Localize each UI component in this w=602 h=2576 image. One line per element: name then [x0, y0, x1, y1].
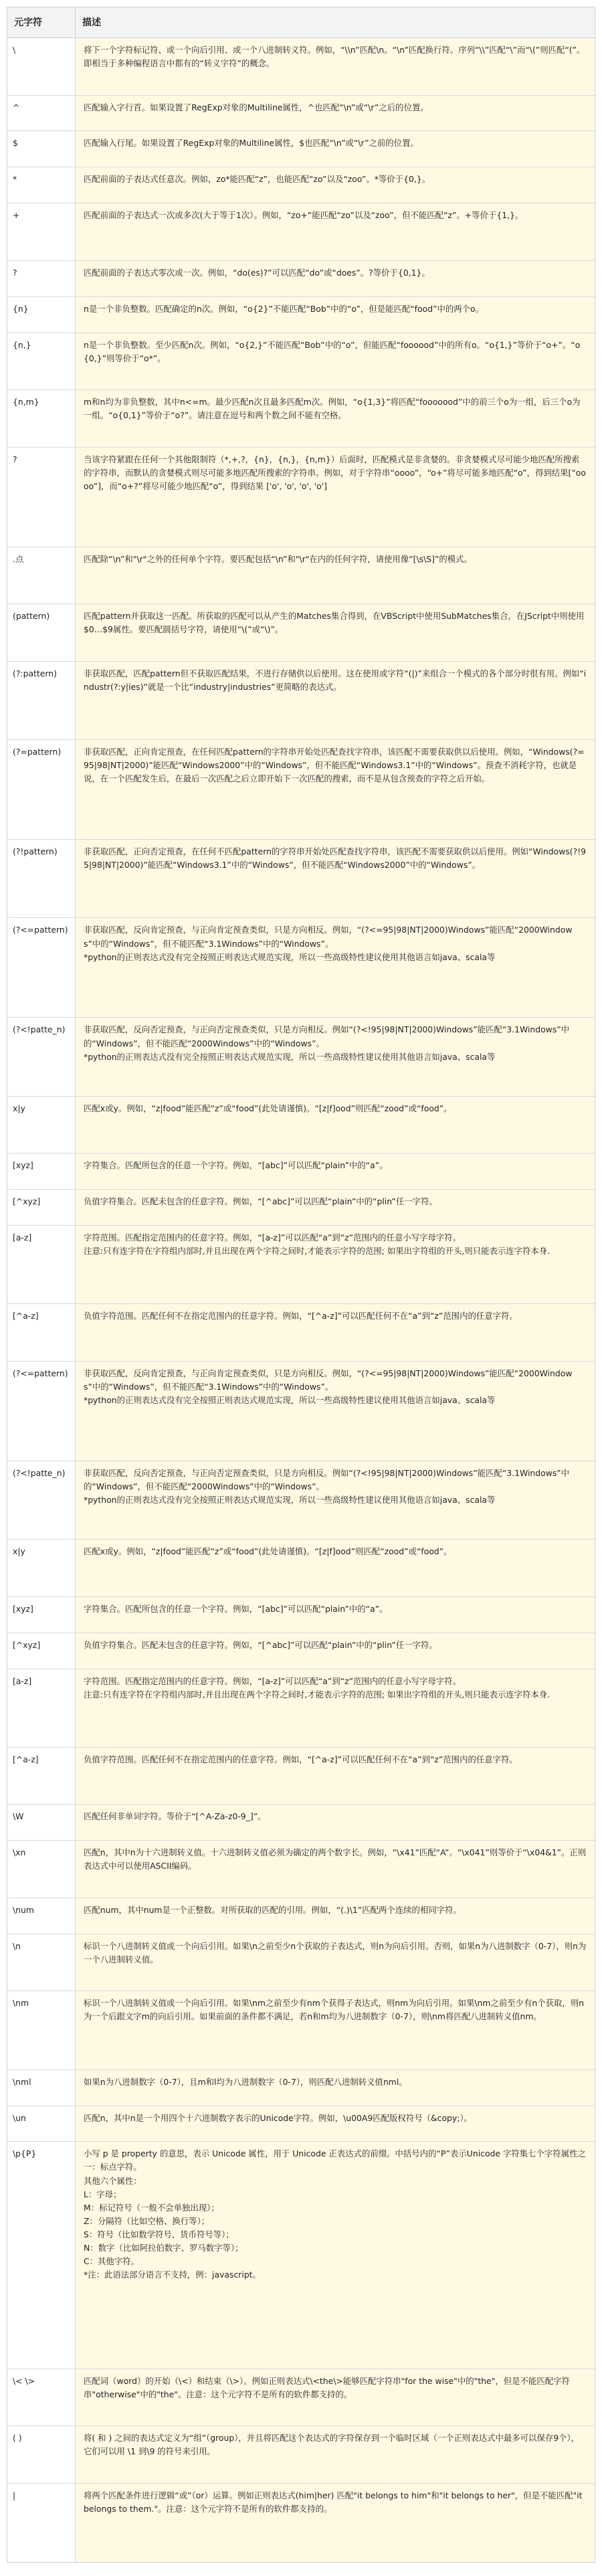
metachar-cell: (?:pattern)	[7, 662, 76, 740]
metachar-cell: \nm	[7, 1991, 76, 2069]
metachar-cell: {n,}	[7, 333, 76, 391]
description-cell	[76, 167, 595, 203]
metachar-cell: \num	[7, 1898, 76, 1934]
description-cell	[76, 840, 595, 918]
description-line: *python的正则表达式没有完全按照正则表达式规范实现，所以一些高级特性建议使用其他语言如java、scala等	[84, 951, 496, 962]
description-line: *python的正则表达式没有完全按照正则表达式规范实现，所以一些高级特性建议使用其他语言如java、scala等	[84, 1051, 496, 1062]
description-cell	[76, 918, 595, 1018]
metachar-cell: (?<=pattern)	[7, 918, 76, 1018]
metachar-cell: \< \>	[7, 2369, 76, 2427]
description-cell	[76, 2484, 595, 2562]
description-line: 匹配前面的子表达式一次或多次(大于等于1次）。例如，“zo+”能匹配“zo”以及“zoo”，但不能匹配“z”。+等价于{1,}。	[84, 210, 524, 221]
description-line: 将( 和 ) 之间的表达式定义为“组”（group），并且将匹配这个表达式的字符保存到一个临时区域（一个正则表达式中最多可以保存9个），它们可以用 \1 到\9 的符号来引用。	[84, 2433, 580, 2457]
metachar-cell: \xn	[7, 1841, 76, 1898]
metachar-cell: |	[7, 2484, 76, 2562]
description-cell	[76, 1805, 595, 1841]
description-line: 标识一个八进制转义值或一个向后引用。如果\n之前至少n个获取的子表达式，则n为向后引用。否则，如果n为八进制数字（0-7），则n为一个八进制转义值。	[84, 1940, 587, 1964]
metachar-cell: ?	[7, 261, 76, 297]
description-cell	[76, 203, 595, 261]
description-line: 字符范围。匹配指定范围内的任意字符。例如，“[a-z]”可以匹配“a”到“z”范围内的任意小写字母字符。	[84, 1232, 462, 1243]
description-line: 当该字符紧跟在任何一个其他限制符（*,+,?，{n}，{n,}，{n,m}）后面时，匹配模式是非贪婪的。非贪婪模式尽可能少地匹配所搜索的字符串，而默认的贪婪模式则尽可能多地匹配所搜索的字符串。例如，对于字符串“oooo”，“o+”将尽可能多地匹配“o”，得到结果[“oooo”]，而“o+?”将尽可能少地匹配“o”，得到结果 ['o', 'o', 'o', 'o']	[84, 454, 586, 491]
description-cell	[76, 2106, 595, 2142]
description-line: 负值字符范围。匹配任何不在指定范围内的任意字符。例如，“[^a-z]”可以匹配任何不在“a”到“z”范围内的任意字符。	[84, 1311, 518, 1321]
description-cell	[76, 1748, 595, 1805]
description-line: 其他六个属性：	[84, 2175, 142, 2186]
description-line: 匹配前面的子表达式零次或一次。例如，“do(es)?”可以匹配“do”或“does”。?等价于{0,1}。	[84, 267, 430, 278]
description-line: 匹配num，其中num是一个正整数。对所获取的匹配的引用。例如，“(.)\1”匹配两个连续的相同字符。	[84, 1904, 462, 1915]
metachar-cell: x|y	[7, 1097, 76, 1154]
description-line: C：其他字符。	[84, 2256, 139, 2267]
description-line: *注：此语法部分语言不支持，例：javascript。	[84, 2270, 261, 2280]
description-line: *python的正则表达式没有完全按照正则表达式规范实现，所以一些高级特性建议使用其他语言如java、scala等	[84, 1495, 496, 1505]
description-line: 匹配任何非单词字符。等价于“[^A-Za-z0-9_]”。	[84, 1811, 266, 1822]
description-line: 注意:只有连字符在字符组内部时,并且出现在两个字符之间时,才能表示字符的范围; 如果出字符组的开头,则只能表示连字符本身.	[84, 1246, 550, 1257]
description-line: 标识一个八进制转义值或一个向后引用。如果\nm之前至少有nm个获得子表达式，则nm为向后引用。如果\nm之前至少有n个获取，则n为一个后跟文字m的向后引用。如果前面的条件都不满足，若n和m均为八进制数字（0-7），则\nm将匹配八进制转义值nm。	[84, 1998, 585, 2022]
metachar-cell: x|y	[7, 1540, 76, 1597]
description-cell	[76, 740, 595, 840]
description-cell	[76, 1934, 595, 1992]
header-col-desc: 描述	[76, 7, 595, 38]
metachar-cell: (?=pattern)	[7, 740, 76, 840]
metachar-cell: \un	[7, 2106, 76, 2142]
description-line: 小写 p 是 property 的意思，表示 Unicode 属性，用于 Unicode 正表达式的前缀。中括号内的“P”表示Unicode 字符集七个字符属性之一：标点字符。	[84, 2148, 586, 2173]
description-line: 字符范围。匹配指定范围内的任意字符。例如，“[a-z]”可以匹配“a”到“z”范围内的任意小写字母字符。	[84, 1675, 462, 1686]
description-line: M：标记符号（一般不会单独出现）；	[84, 2202, 219, 2213]
metachar-cell: [^xyz]	[7, 1190, 76, 1226]
description-cell	[76, 448, 595, 547]
description-cell	[76, 1226, 595, 1304]
description-cell	[76, 2369, 595, 2427]
metachar-cell: [xyz]	[7, 1154, 76, 1190]
description-cell	[76, 2426, 595, 2484]
description-cell	[76, 604, 595, 662]
description-cell	[76, 131, 595, 167]
description-cell	[76, 1362, 595, 1461]
description-line: 匹配前面的子表达式任意次。例如，zo*能匹配“z”，也能匹配“zo”以及“zoo”。*等价于{0,}。	[84, 174, 431, 185]
metachar-cell: +	[7, 203, 76, 261]
description-line: 匹配n，其中n是一个用四个十六进制数字表示的Unicode字符。例如，\u00A9匹配版权符号（&copy;）。	[84, 2112, 473, 2123]
description-cell	[76, 1633, 595, 1669]
description-cell	[76, 1304, 595, 1362]
description-line: 字符集合。匹配所包含的任意一个字符。例如，“[abc]”可以匹配“plain”中的“a”。	[84, 1603, 388, 1614]
description-line: 非获取匹配，匹配pattern但不获取匹配结果，不进行存储供以后使用。这在使用或字符“(|)”来组合一个模式的各个部分时很有用。例如“industr(?:y|ies)”就是一个比“industry|industries”更简略的表达式。	[84, 668, 587, 692]
description-cell	[76, 2142, 595, 2369]
description-line: S：符号（比如数学符号、货币符号等）；	[84, 2229, 234, 2239]
description-cell	[76, 1540, 595, 1597]
metachar-cell: (?!pattern)	[7, 840, 76, 918]
description-cell	[76, 333, 595, 391]
description-line: 将下一个字符标记符、或一个向后引用、或一个八进制转义符。例如，“\\n”匹配\n。“\n”匹配换行符。序列“\\”匹配“\”而“\(”则匹配“(”。即相当于多种编程语言中都有的“转义字符”的概念。	[84, 45, 585, 69]
description-cell	[76, 1018, 595, 1096]
description-cell	[76, 1669, 595, 1748]
description-cell	[76, 1461, 595, 1540]
description-line: 匹配词（word）的开始（\<）和结束（\>）。例如正则表达式\<the\>能够匹配字符串"for the wise"中的"the"，但是不能匹配字符串"otherwise"中的"the"。注意：这个元字符不是所有的软件都支持的。	[84, 2375, 570, 2399]
description-line: L：字母；	[84, 2189, 122, 2199]
metachar-cell: [^a-z]	[7, 1748, 76, 1805]
description-cell	[76, 2070, 595, 2106]
description-line: 非获取匹配，正向肯定预查，在任何匹配pattern的字符串开始处匹配查找字符串，该匹配不需要获取供以后使用。例如，“Windows(?=95|98|NT|2000)”能匹配“Windows2000”中的“Windows”，但不能匹配“Windows3.1”中的“Windows”。预查不消耗字符，也就是说，在一个匹配发生后，在最后一次匹配之后立即开始下一次匹配的搜索，而不是从包含预查的字符之后开始。	[84, 747, 585, 784]
metachar-cell: ?	[7, 448, 76, 547]
description-line: 匹配x或y。例如，“z|food”能匹配“z”或“food”(此处请谨慎)。“[z|f]ood”则匹配“zood”或“food”。	[84, 1103, 452, 1113]
metachar-cell: *	[7, 167, 76, 203]
metachar-cell: [a-z]	[7, 1669, 76, 1748]
description-cell	[76, 1597, 595, 1633]
description-cell	[76, 96, 595, 132]
description-cell	[76, 1097, 595, 1154]
description-line: n是一个非负整数。匹配确定的n次。例如，“o{2}”不能匹配“Bob”中的“o”，但是能匹配“food”中的两个o。	[84, 303, 484, 314]
description-cell	[76, 1841, 595, 1898]
description-line: Z：分隔符（比如空格、换行等）；	[84, 2215, 210, 2226]
description-line: 非获取匹配，反向肯定预查，与正向肯定预查类似，只是方向相反。例如，“(?<=95|98|NT|2000)Windows”能匹配“2000Windows”中的“Windows”，但不能匹配“3.1Windows”中的“Windows”。	[84, 1368, 573, 1392]
description-line: 匹配pattern并获取这一匹配。所获取的匹配可以从产生的Matches集合得到，在VBScript中使用SubMatches集合，在JScript中则使用$0…$9属性。要匹配圆括号字符，请使用“\(”或“\)”。	[84, 611, 585, 635]
metachar-cell: (?<!patte_n)	[7, 1461, 76, 1540]
description-line: 匹配输入字行首。如果设置了RegExp对象的Multiline属性，^也匹配“\n”或“\r”之后的位置。	[84, 102, 429, 112]
metachar-cell: \nml	[7, 2070, 76, 2106]
description-line: 如果n为八进制数字（0-7），且m和l均为八进制数字（0-7），则匹配八进制转义值nml。	[84, 2076, 407, 2087]
metachar-cell: \	[7, 38, 76, 96]
description-line: N：数字（比如阿拉伯数字、罗马数字等）；	[84, 2243, 243, 2253]
metachar-cell: \W	[7, 1805, 76, 1841]
description-line: 负值字符范围。匹配任何不在指定范围内的任意字符。例如，“[^a-z]”可以匹配任何不在“a”到“z”范围内的任意字符。	[84, 1754, 518, 1764]
description-cell	[76, 1154, 595, 1190]
description-line: 匹配x或y。例如，“z|food”能匹配“z”或“food”(此处请谨慎)。“[z|f]ood”则匹配“zood”或“food”。	[84, 1546, 452, 1557]
description-cell	[76, 261, 595, 297]
description-cell	[76, 297, 595, 333]
description-line: 负值字符集合。匹配未包含的任意字符。例如，“[^abc]”可以匹配“plain”中的“plin”任一字符。	[84, 1639, 437, 1650]
description-line: 字符集合。匹配所包含的任意一个字符。例如，“[abc]”可以匹配“plain”中的“a”。	[84, 1160, 388, 1171]
description-line: 负值字符集合。匹配未包含的任意字符。例如，“[^abc]”可以匹配“plain”中的“plin”任一字符。	[84, 1196, 437, 1207]
metachar-cell: ^	[7, 96, 76, 132]
description-cell	[76, 1898, 595, 1934]
metachar-cell: [a-z]	[7, 1226, 76, 1304]
metachar-cell: \n	[7, 1934, 76, 1992]
description-line: *python的正则表达式没有完全按照正则表达式规范实现，所以一些高级特性建议使用其他语言如java、scala等	[84, 1395, 496, 1406]
description-line: 匹配输入行尾。如果设置了RegExp对象的Multiline属性，$也匹配“\n”或“\r”之前的位置。	[84, 138, 419, 149]
description-line: 非获取匹配，反向肯定预查，与正向肯定预查类似，只是方向相反。例如，“(?<=95|98|NT|2000)Windows”能匹配“2000Windows”中的“Windows”，但不能匹配“3.1Windows”中的“Windows”。	[84, 925, 573, 949]
description-line: 非获取匹配，反向否定预查，与正向否定预查类似，只是方向相反。例如“(?<!95|98|NT|2000)Windows”能匹配“3.1Windows”中的“Windows”，但不能匹配“2000Windows”中的“Windows”。	[84, 1024, 570, 1048]
header-col-char: 元字符	[7, 7, 76, 38]
description-line: 匹配除“\n”和"\r"之外的任何单个字符。要匹配包括“\n”和"\r"在内的任何字符，请使用像“[\s\S]”的模式。	[84, 553, 472, 564]
metachar-cell: {n}	[7, 297, 76, 333]
description-line: 匹配n，其中n为十六进制转义值。十六进制转义值必须为确定的两个数字长。例如，“\x41”匹配“A”。“\x041”则等价于“\x04&1”。正则表达式中可以使用ASCII编码。	[84, 1847, 587, 1871]
description-line: 非获取匹配，反向否定预查，与正向否定预查类似，只是方向相反。例如“(?<!95|98|NT|2000)Windows”能匹配“3.1Windows”中的“Windows”，但不能匹配“2000Windows”中的“Windows”。	[84, 1467, 570, 1491]
description-line: 注意:只有连字符在字符组内部时,并且出现在两个字符之间时,才能表示字符的范围; 如果出字符组的开头,则只能表示连字符本身.	[84, 1689, 550, 1699]
metachar-cell: .点	[7, 547, 76, 605]
metachar-cell: [^a-z]	[7, 1304, 76, 1362]
regex-metachar-table	[7, 7, 595, 2563]
metachar-cell: (?<=pattern)	[7, 1362, 76, 1461]
description-line: 将两个匹配条件进行逻辑“或”（or）运算。例如正则表达式(him|her) 匹配"it belongs to him"和"it belongs to her"，但是不能匹配"it belongs to them."。注意：这个元字符不是所有的软件都支持的。	[84, 2490, 583, 2514]
description-line: n是一个非负整数。至少匹配n次。例如，“o{2,}”不能匹配“Bob”中的“o”，但能匹配“foooood”中的所有o。“o{1,}”等价于“o+”。“o{0,}”则等价于“o*”。	[84, 339, 581, 363]
description-cell	[76, 1991, 595, 2069]
metachar-cell: (pattern)	[7, 604, 76, 662]
metachar-cell: \p{P}	[7, 2142, 76, 2369]
description-cell	[76, 662, 595, 740]
metachar-cell: $	[7, 131, 76, 167]
metachar-cell: {n,m}	[7, 390, 76, 448]
description-line: m和n均为非负整数，其中n<=m。最少匹配n次且最多匹配m次。例如，“o{1,3}”将匹配“fooooood”中的前三个o为一组，后三个o为一组。“o{0,1}”等价于“o?”。请注意在逗号和两个数之间不能有空格。	[84, 397, 581, 421]
metachar-cell: [xyz]	[7, 1597, 76, 1633]
description-cell	[76, 390, 595, 448]
metachar-cell: (?<!patte_n)	[7, 1018, 76, 1096]
metachar-cell: [^xyz]	[7, 1633, 76, 1669]
description-cell	[76, 1190, 595, 1226]
description-cell	[76, 38, 595, 96]
description-cell	[76, 547, 595, 605]
description-line: 非获取匹配，正向否定预查，在任何不匹配pattern的字符串开始处匹配查找字符串，该匹配不需要获取供以后使用。例如“Windows(?!95|98|NT|2000)”能匹配“Windows3.1”中的“Windows”，但不能匹配“Windows2000”中的“Windows”。	[84, 846, 587, 870]
metachar-cell: ( )	[7, 2426, 76, 2484]
